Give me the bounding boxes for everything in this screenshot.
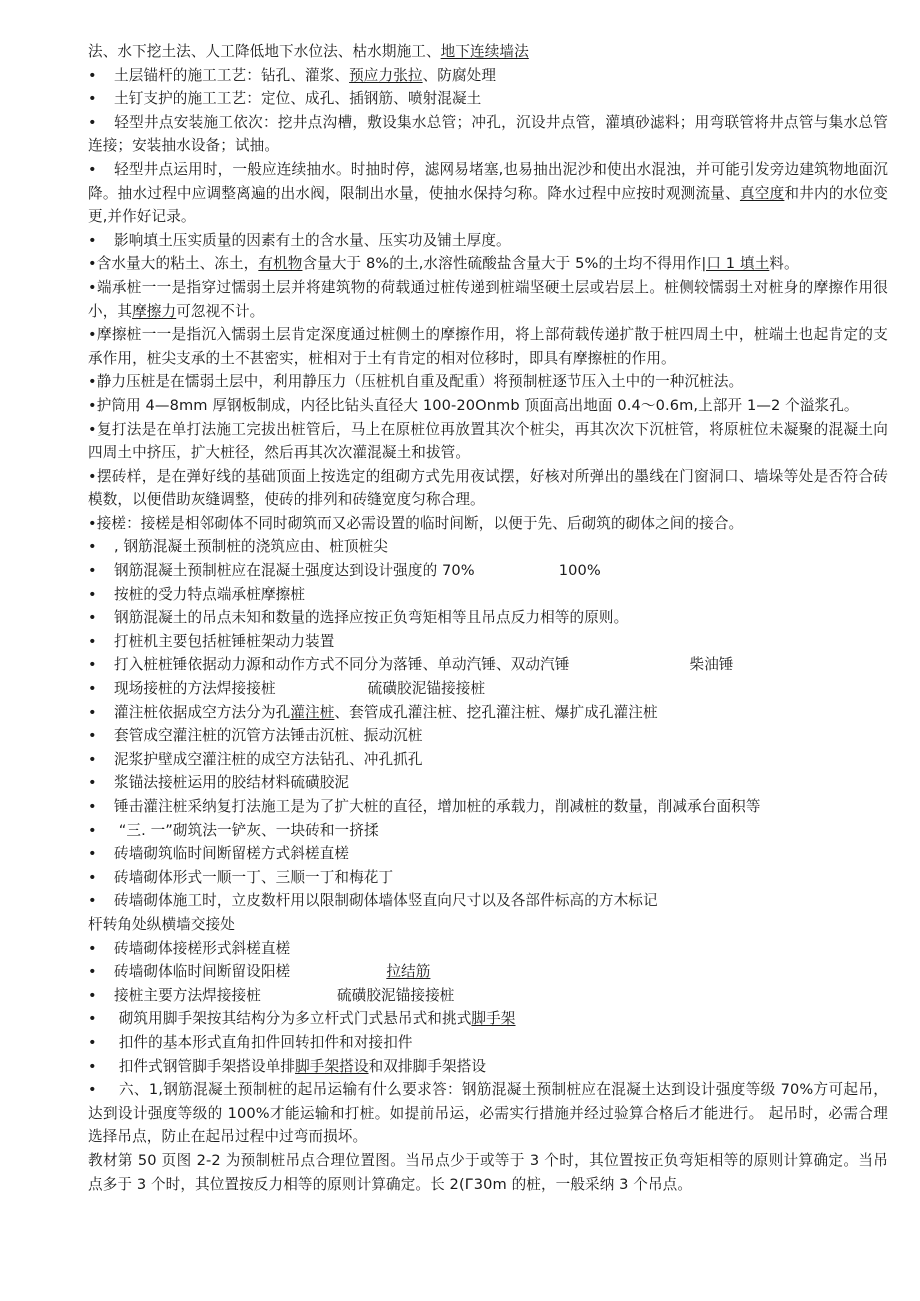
line-text: •接槎：接槎是相邻砌体不同时砌筑而又必需设置的临时间断，以便于先、后砌筑的砌体之间的接合。	[88, 514, 744, 532]
bullet-icon: •	[88, 632, 97, 650]
text-line	[88, 535, 888, 559]
line-text: 现场接桩的方法焊接接桩	[114, 680, 276, 698]
text-line	[88, 64, 888, 88]
underlined-term: 灌注桩	[290, 703, 335, 721]
bullet-icon: •	[88, 939, 97, 957]
bullet-icon: •	[88, 703, 97, 721]
bullet-icon: •	[88, 562, 97, 580]
line-text: 轻型井点安装施工依次：挖井点沟槽，敷设集水总管；冲孔，沉设井点管，灌填砂滤料；用弯联管将井点管与集水总管连接；安装抽水设备；试抽。	[88, 113, 888, 155]
line-text: 教材第 50 页图 2-2 为预制桩吊点合理位置图。当吊点少于或等于 3 个时，其位置按正负弯矩相等的原则计算确定。当吊点多于 3 个时，其位置按反力相等的原则计算确定。长 2(Г30m 的桩，一般采纳 3 个吊点。	[88, 1151, 888, 1193]
bullet-icon: •	[88, 66, 97, 84]
text-line	[88, 630, 888, 654]
line-text: 和双排脚手架搭设	[368, 1057, 487, 1075]
bullet-icon: •	[88, 963, 97, 981]
text-line	[88, 583, 888, 607]
line-text: 砌筑用脚手架按其结构分为多立杆式门式悬吊式和挑式	[114, 1010, 472, 1028]
text-line	[88, 512, 888, 536]
line-text: , 钢筋混凝土预制桩的浇筑应由、桩顶桩尖	[114, 538, 388, 556]
text-line	[88, 748, 888, 772]
line-text: •复打法是在单打法施工完拔出桩管后，马上在原桩位再放置其次个桩尖，再其次次下沉桩管，将原桩位未凝聚的混凝土向四周土中挤压，扩大桩径，然后再其次次灌混凝土和拔管。	[88, 420, 888, 462]
text-line	[88, 252, 888, 276]
line-text: •端承桩一一是指穿过懦弱土层并将建筑物的荷载通过桩传递到桩端坚硬土层或岩层上。桩侧较懦弱土对桩身的摩擦作用很小，其	[88, 278, 888, 320]
line-text: 和井内的水位变更,并作好记录。	[88, 184, 888, 226]
line-text: 扣件式钢管脚手架搭设单排	[114, 1057, 296, 1075]
bullet-icon: •	[88, 774, 97, 792]
line-text: 浆锚法接桩运用的胶结材料硫磺胶泥	[114, 774, 350, 792]
line-text: 杆转角处纵横墙交接处	[88, 915, 235, 933]
line-text: 砖墙砌体临时间断留设阳槎	[114, 963, 291, 981]
line-text: 砖墙砌体施工时，立皮数杆用以限制砌体墙体竖直向尺寸以及各部件标高的方木标记	[114, 892, 658, 910]
bullet-icon: •	[88, 538, 97, 556]
text-line	[88, 913, 888, 937]
bullet-icon: •	[88, 727, 97, 745]
text-line	[88, 276, 888, 323]
line-text: “三. 一”砌筑法一铲灰、一块砖和一挤揉	[114, 821, 379, 839]
line-text: 土钉支护的施工工艺：定位、成孔、插钢筋、喷射混凝土	[114, 90, 482, 108]
line-text: 钢筋混凝土预制桩应在混凝土强度达到设计强度的 70%	[114, 562, 475, 580]
line-text: 砖墙砌体形式一顺一丁、三顺一丁和梅花丁	[114, 868, 394, 886]
line-text: 砖墙砌体接槎形式斜槎直槎	[114, 939, 291, 957]
bullet-icon: •	[88, 609, 97, 627]
bullet-icon: •	[88, 113, 97, 131]
text-line	[88, 370, 888, 394]
text-line	[88, 960, 888, 984]
line-text: 、套管成孔灌注桩、挖孔灌注桩、爆扩成孔灌注桩	[334, 703, 658, 721]
text-line	[88, 158, 888, 229]
line-text: •含水量大的粘土、冻土，	[88, 255, 259, 273]
text-line	[88, 1055, 888, 1079]
bullet-icon: •	[88, 160, 97, 178]
bullet-icon: •	[88, 986, 97, 1004]
underlined-term: 有机物	[258, 255, 303, 273]
line-text: 泥浆护壁成空灌注桩的成空方法钻孔、冲孔抓孔	[114, 750, 423, 768]
text-line	[88, 984, 888, 1008]
line-text: 硫磺胶泥锚接接桩	[367, 680, 486, 698]
bullet-icon: •	[88, 1057, 97, 1075]
text-line	[88, 795, 888, 819]
bullet-icon: •	[88, 868, 97, 886]
bullet-icon: •	[88, 1033, 97, 1051]
underlined-term: 脚手架搭设	[295, 1057, 369, 1075]
line-text: 料。	[769, 255, 799, 273]
bullet-icon: •	[88, 1081, 97, 1099]
line-text: 100%	[558, 562, 601, 580]
text-line	[88, 677, 888, 701]
text-line	[88, 889, 888, 913]
underlined-term: 地下连续墙法	[440, 43, 529, 60]
line-text: 接桩主要方法焊接接桩	[114, 986, 261, 1004]
line-text: 法、水下挖土法、人工降低地下水位法、枯水期施工、	[88, 43, 441, 60]
line-text: 灌注桩依据成空方法分为孔	[114, 703, 291, 721]
line-text: •摆砖样，是在弹好线的基础顶面上按选定的组砌方式先用夜试摆，好核对所弹出的墨线在门窗洞口、墙垛等处是否符合砖模数，以便借助灰缝调整，使砖的排列和砖缝宽度匀称合理。	[88, 467, 888, 509]
text-line	[88, 394, 888, 418]
text-line	[88, 724, 888, 748]
line-text: 锤击灌注桩采纳复打法施工是为了扩大桩的直径，增加桩的承载力，削减桩的数量，削减承台面积等	[114, 798, 761, 815]
line-text: 按桩的受力特点端承桩摩擦桩	[114, 585, 306, 603]
text-line	[88, 323, 888, 370]
bullet-icon: •	[88, 750, 97, 768]
text-line	[88, 1149, 888, 1196]
text-line	[88, 937, 888, 961]
line-text: 土层锚杆的施工工艺：钻孔、灌浆、	[114, 66, 350, 84]
line-text: 钢筋混凝土的吊点未知和数量的选择应按正负弯矩相等且吊点反力相等的原则。	[114, 609, 629, 627]
bullet-icon: •	[88, 90, 97, 108]
line-text: 打桩机主要包括桩锤桩架动力装置	[114, 632, 335, 650]
text-line	[88, 842, 888, 866]
text-line	[88, 819, 888, 843]
text-line	[88, 1078, 888, 1149]
text-line	[88, 653, 888, 677]
line-text: 硫磺胶泥锚接接桩	[336, 986, 455, 1004]
bullet-icon: •	[88, 821, 97, 839]
text-line	[88, 418, 888, 465]
bullet-icon: •	[88, 231, 97, 249]
text-line	[88, 606, 888, 630]
line-text: 扣件的基本形式直角扣件回转扣件和对接扣件	[114, 1033, 413, 1051]
underlined-term: 真空度	[739, 184, 785, 202]
text-line	[88, 559, 888, 583]
text-line	[88, 866, 888, 890]
text-line	[88, 229, 888, 253]
bullet-icon: •	[88, 656, 97, 674]
line-text: •摩擦桩一一是指沉入懦弱土层肯定深度通过桩侧土的摩擦作用，将上部荷载传递扩散于桩四周土中，桩端土也起肯定的支承作用，桩尖支承的土不甚密实，桩相对于土有肯定的相对位移时，即具有摩擦桩的作用。	[88, 326, 888, 367]
line-text: 含量大于 8%的土,水溶性硫酸盐含量大于 5%的土均不得用作	[302, 255, 702, 273]
bullet-icon: •	[88, 845, 97, 863]
line-text: 影响填土压实质量的因素有土的含水量、压实功及铺土厚度。	[114, 231, 511, 249]
line-text: 可忽视不计。	[176, 302, 265, 320]
underlined-term: 预应力张拉	[349, 66, 423, 84]
underlined-term: |口 1 填土	[701, 255, 770, 273]
text-line	[88, 465, 888, 512]
bullet-icon: •	[88, 585, 97, 603]
underlined-term: 脚手架	[471, 1010, 516, 1028]
document-body	[88, 40, 888, 1196]
text-line	[88, 1007, 888, 1031]
bullet-icon: •	[88, 798, 97, 815]
bullet-icon: •	[88, 1010, 97, 1028]
line-text: 套管成空灌注桩的沉管方法锤击沉桩、振动沉桩	[114, 727, 423, 745]
underlined-term: 拉结筋	[386, 963, 431, 981]
line-text: 、防腐处理	[422, 66, 497, 84]
line-text: •护筒用 4—8mm 厚钢板制成，内径比钻头直径大 100-20Onmb 顶面高出地面 0.4～0.6m,上部开 1—2 个溢浆孔。	[88, 396, 859, 414]
text-line	[88, 701, 888, 725]
text-line	[88, 771, 888, 795]
text-line	[88, 1031, 888, 1055]
line-text: 打入桩桩锤依据动力源和动作方式不同分为落锤、单动汽锤、双动汽锤	[114, 656, 570, 674]
text-line	[88, 40, 888, 64]
bullet-icon: •	[88, 892, 97, 910]
underlined-term: 摩擦力	[132, 302, 177, 320]
line-text: 砖墙砌筑临时间断留槎方式斜槎直槎	[114, 845, 350, 863]
text-line	[88, 87, 888, 111]
bullet-icon: •	[88, 680, 97, 698]
line-text: 六、1,钢筋混凝土预制桩的起吊运输有什么要求答：钢筋混凝土预制桩应在混凝土达到设计强度等级 70%方可起吊，达到设计强度等级的 100%才能运输和打桩。如提前吊运，必需实行措施并经过验算合格后才能进行。 起吊时，必需合理选择吊点，防止在起吊过程中过弯而损坏。	[88, 1081, 888, 1146]
line-text: 轻型井点运用时，一般应连续抽水。时抽时停，滤网易堵塞,也易抽出泥沙和使出水混浊，并可能引发旁边建筑物地面沉降。抽水过程中应调整离遍的出水阀，限制出水量，使抽水保持匀称。降水过程中应按时观测流量、	[88, 160, 888, 202]
line-text: 柴油锤	[689, 656, 734, 674]
text-line	[88, 111, 888, 158]
line-text: •静力压桩是在懦弱土层中，利用静压力（压桩机自重及配重）将预制桩逐节压入土中的一种沉桩法。	[88, 373, 744, 391]
